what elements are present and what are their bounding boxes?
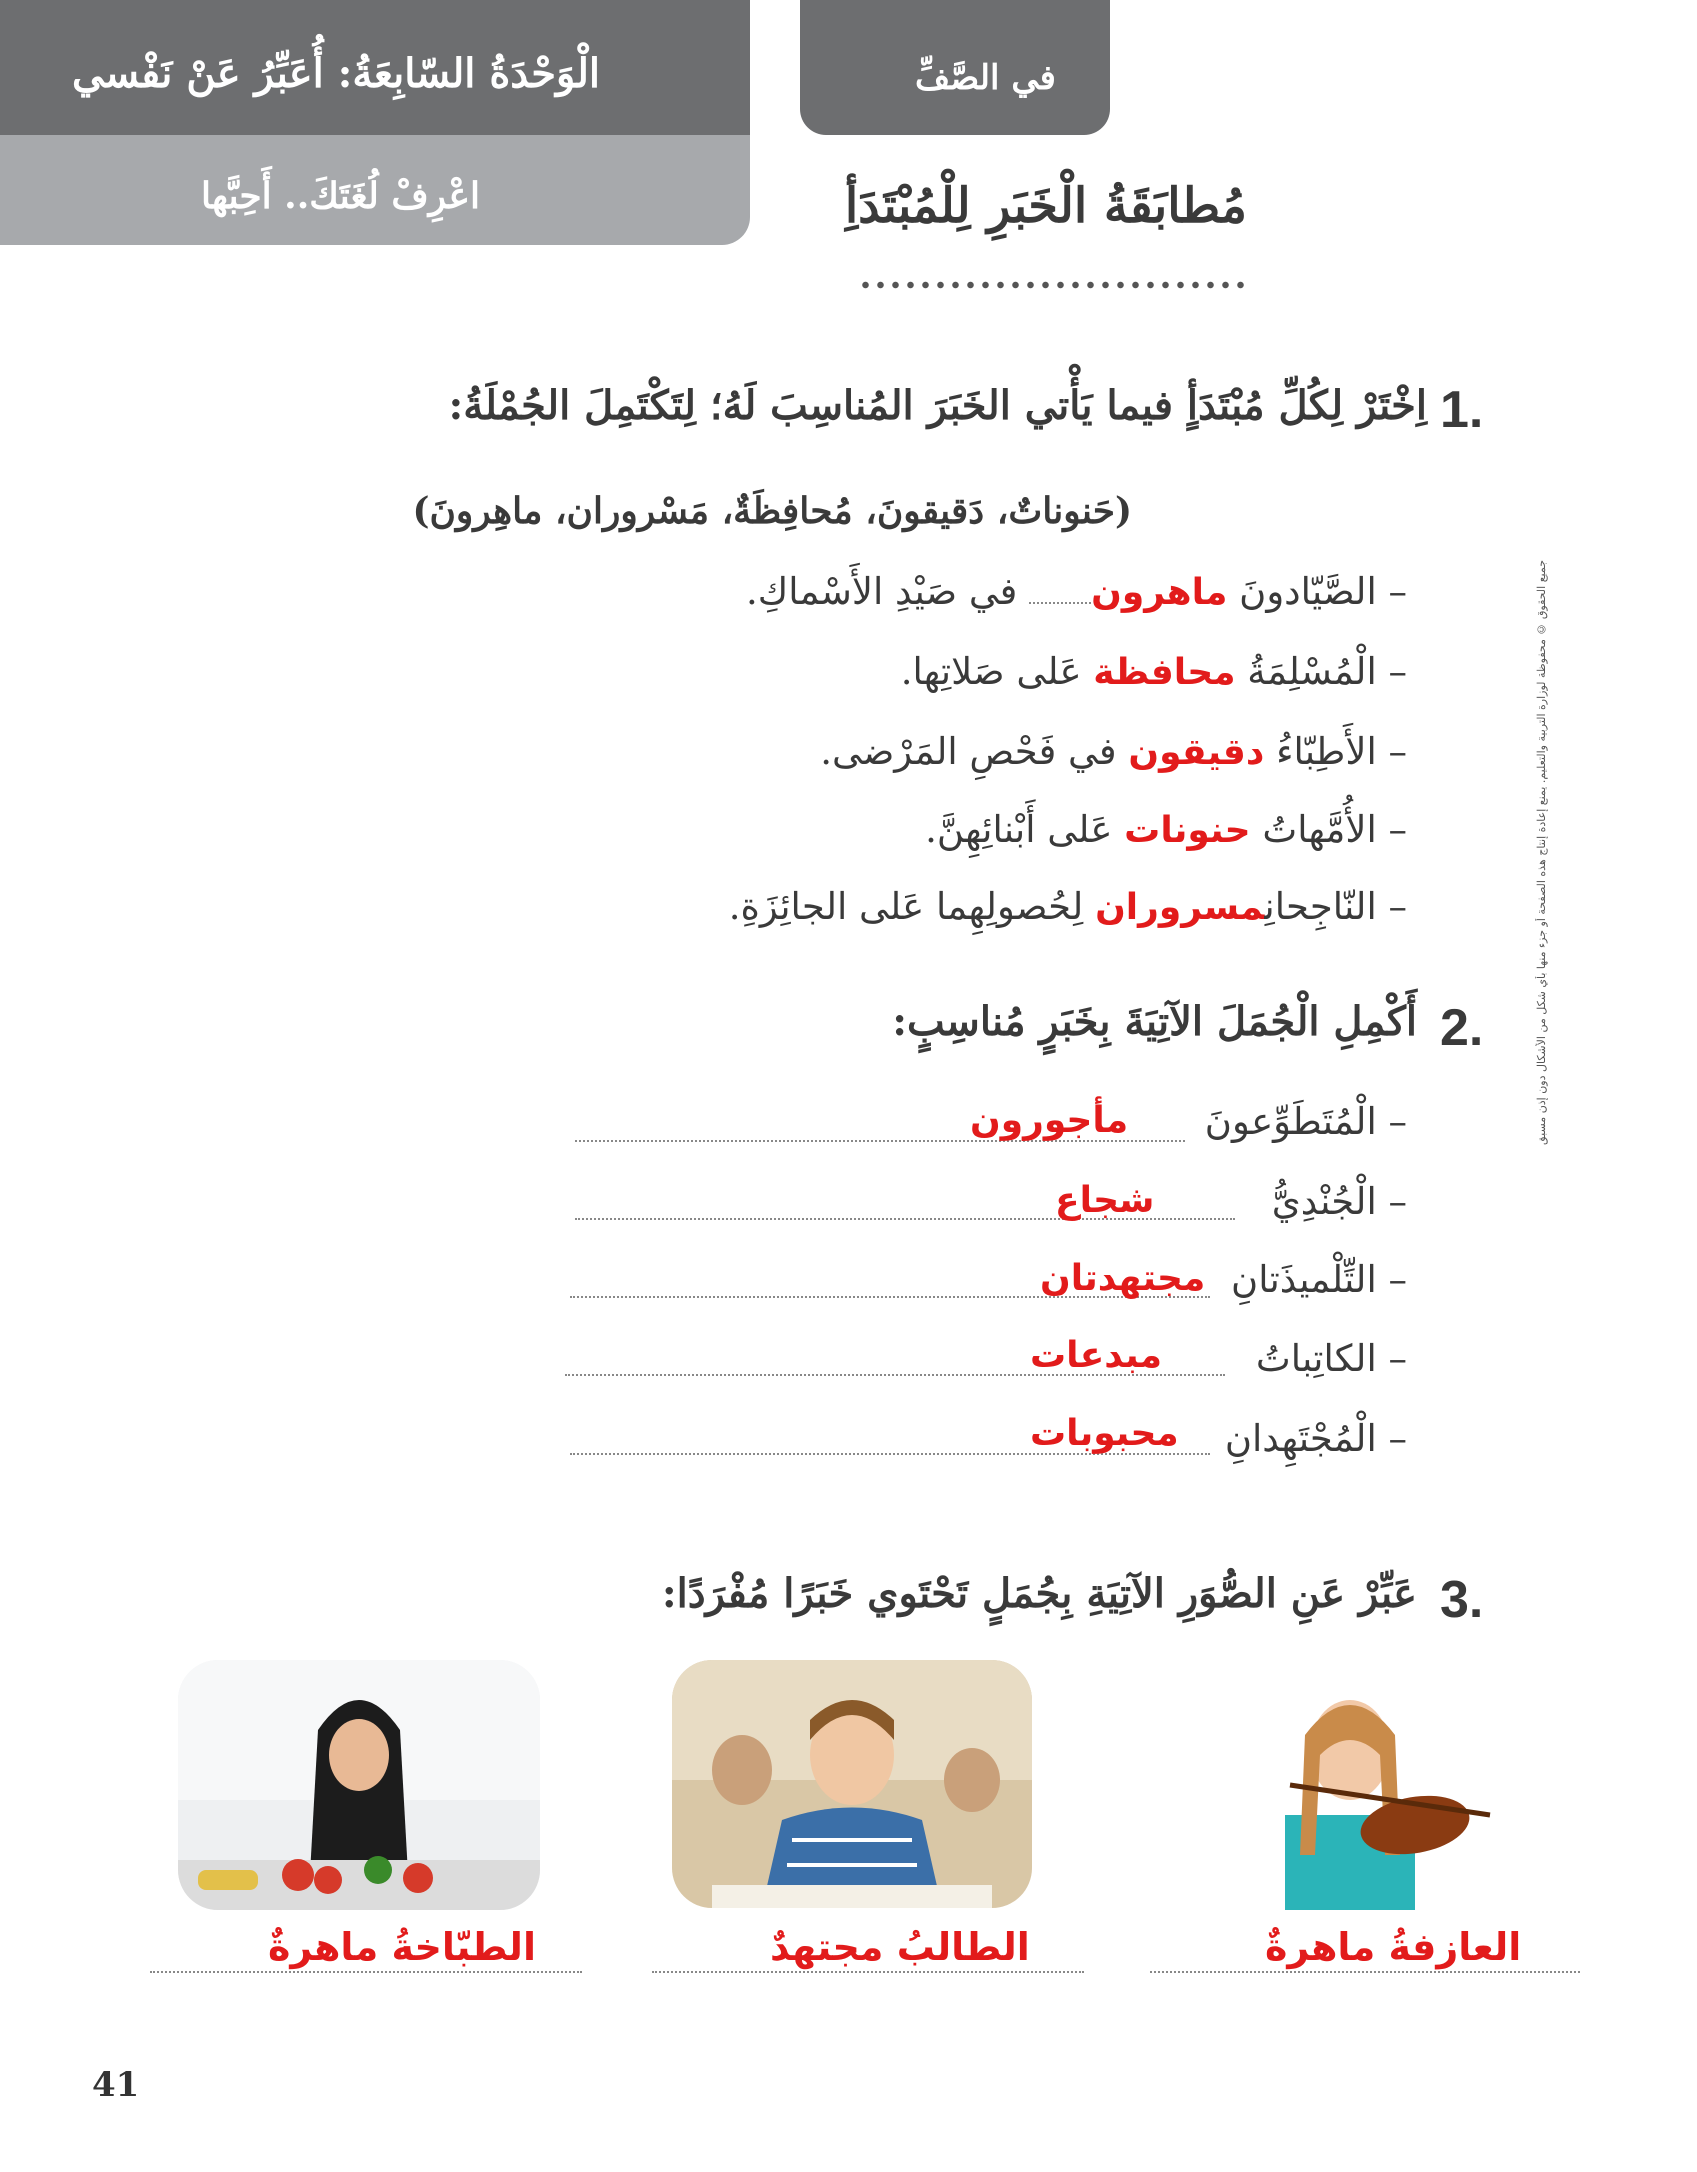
title-dotted-divider [858, 278, 1250, 292]
subunit-title: اعْرِفْ لُغَتَكَ.. أَحِبَّها [200, 175, 480, 217]
answer: مسروران [1095, 887, 1265, 928]
page-number: 41 [92, 2065, 140, 2105]
q2-item-1-subject [1205, 1100, 1407, 1143]
q1-item-1 [746, 570, 1407, 613]
answer: دقيقون [1128, 732, 1265, 773]
dash: – [1388, 570, 1407, 613]
subject: الكاتِباتُ [1255, 1337, 1377, 1380]
rest: في فَحْصِ المَرْضى. [820, 730, 1117, 773]
q2-answer-4: مبدعات [1030, 1335, 1163, 1376]
q2-item-4-subject [1256, 1337, 1407, 1380]
class-tab [800, 0, 1110, 135]
subject: الْجُنْدِيُّ [1271, 1180, 1377, 1223]
subject: التِّلْميذَتانِ [1231, 1258, 1377, 1301]
subject: الْمُسْلِمَةُ [1247, 650, 1377, 693]
violinist-girl-photo [1190, 1665, 1520, 1910]
dash: – [1388, 1417, 1407, 1460]
dash: – [1388, 808, 1407, 851]
q3-caption-1: العازفةُ ماهرةٌ [1265, 1925, 1522, 1969]
class-tab-label: في الصَّفِّ [915, 58, 1056, 98]
subject: الأَطِبّاءُ [1276, 730, 1377, 773]
subunit-banner [0, 135, 750, 245]
q2-answer-5: محبوبات [1030, 1413, 1179, 1454]
q2-answer-2: شجاع [1055, 1180, 1155, 1221]
cook-woman-photo [178, 1660, 540, 1910]
unit-title-banner [0, 0, 750, 135]
rest: في صَيْدِ الأَسْماكِ. [745, 570, 1018, 613]
answer: محافظة [1093, 652, 1236, 693]
dash: – [1388, 1180, 1407, 1223]
answer: ماهرون [1091, 572, 1228, 613]
q1-instruction: اِخْتَرْ لِكُلِّ مُبْتَدَأٍ فيما يَأْتي الخَبَرَ المُناسِبَ لَهُ؛ لِتَكْتَمِلَ الجُمْلَةُ: [448, 382, 1427, 429]
dash: – [1388, 1100, 1407, 1143]
q1-number: 1. [1440, 381, 1484, 439]
lesson-title: مُطابَقَةُ الْخَبَرِ لِلْمُبْتَدَأِ [844, 178, 1247, 234]
dash: – [1388, 885, 1407, 928]
q3-answer-line-2[interactable] [652, 1971, 1084, 1973]
answer: حنونات [1124, 810, 1251, 851]
q1-choices: (حَنوناتٌ، دَقيقونَ، مُحافِظَةٌ، مَسْروران، ماهِرونَ) [412, 490, 1132, 532]
q2-item-5-subject [1225, 1417, 1407, 1460]
q2-answer-1: مأجورون [970, 1100, 1129, 1141]
q3-caption-3: الطبّاخةُ ماهرةٌ [268, 1925, 536, 1969]
rest: لِحُصولِهِما عَلى الجائِزَةِ. [728, 885, 1084, 928]
q3-number: 3. [1440, 1571, 1484, 1629]
q3-answer-line-3[interactable] [150, 1971, 582, 1973]
q3-caption-2: الطالبُ مجتهدٌ [770, 1925, 1030, 1969]
dash: – [1388, 1258, 1407, 1301]
q2-instruction: أَكْمِلِ الْجُمَلَ الآتِيَةَ بِخَبَرٍ مُناسِبٍ: [892, 998, 1417, 1045]
rest: عَلى صَلاتِها. [900, 650, 1082, 693]
q2-item-2-subject [1272, 1180, 1407, 1223]
q3-answer-line-1[interactable] [1150, 1971, 1580, 1973]
dash: – [1388, 730, 1407, 773]
unit-title: الْوَحْدَةُ السّابِعَةُ: أُعَبِّرُ عَنْ نَفْسي [72, 50, 600, 97]
student-boy-photo [672, 1660, 1032, 1908]
q1-item-4 [925, 808, 1407, 851]
q2-answer-3: مجتهدتان [1040, 1258, 1206, 1299]
subject: الصَّيّادونَ [1239, 570, 1377, 613]
q1-item-3 [820, 730, 1407, 773]
q2-item-3-subject [1231, 1258, 1407, 1301]
dash: – [1388, 650, 1407, 693]
q3-instruction: عَبِّرْ عَنِ الصُّوَرِ الآتِيَةِ بِجُمَلٍ تَحْتَوي خَبَرًا مُفْرَدًا: [661, 1570, 1417, 1617]
subject: الْمُجْتَهِدانِ [1224, 1417, 1377, 1460]
rest: عَلى أَبْنائِهِنَّ. [925, 808, 1113, 851]
subject: الْمُتَطَوِّعونَ [1204, 1100, 1377, 1143]
subject: النّاجِحانِ [1264, 885, 1377, 928]
q1-item-5 [729, 885, 1407, 928]
subject: الأُمَّهاتُ [1262, 808, 1377, 851]
q2-number: 2. [1440, 999, 1484, 1057]
copyright-side-note: جميع الحقوق © محفوظة لوزارة التربية والتعليم. يمنع إعادة إنتاج هذه الصفحة أو جزء منها بأي شكل من الأشكال دون إذن مسبق [1535, 560, 1548, 1146]
q1-item-2 [901, 650, 1407, 693]
dash: – [1388, 1337, 1407, 1380]
